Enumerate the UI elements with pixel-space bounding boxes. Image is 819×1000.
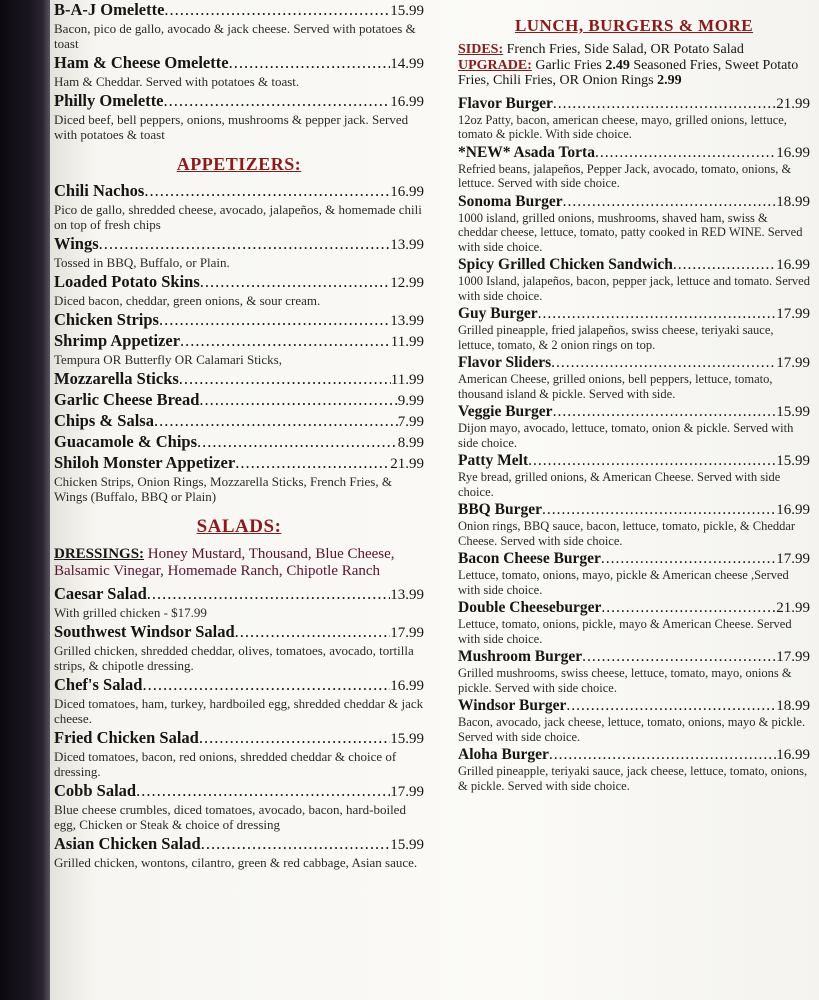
appetizers-heading: APPETIZERS: [176, 154, 302, 174]
dot-leader [180, 331, 391, 350]
menu-item-row [54, 584, 424, 605]
menu-item-row [54, 411, 424, 432]
dot-leader [99, 234, 391, 253]
menu-item-description: Onion rings, BBQ sauce, bacon, lettuce, tomato, pickle, & Cheddar Cheese. Served with side choice. [458, 519, 796, 548]
upgrade-price-garlic: 2.49 [605, 57, 630, 73]
dot-leader [144, 181, 390, 200]
menu-item [458, 305, 810, 352]
salads-list [54, 584, 424, 870]
sides-note [458, 42, 810, 89]
menu-item [54, 0, 424, 51]
menu-item-description: Pico de gallo, shredded cheese, avocado, jalapeños, & homemade chili on top of fresh chips [54, 202, 422, 232]
menu-item [54, 310, 424, 331]
menu-item-price: 14.99 [390, 56, 424, 72]
menu-item-price: 15.99 [390, 731, 424, 747]
menu-item-price: 16.99 [390, 184, 424, 200]
menu-item-name: Wings [54, 234, 99, 253]
menu-item-row [54, 622, 424, 643]
menu-item-row [54, 369, 424, 390]
menu-item [54, 234, 424, 270]
menu-item-row [458, 648, 810, 666]
menu-binder-edge [0, 0, 50, 1000]
menu-item [54, 272, 424, 308]
menu-item-description: Tempura OR Butterfly OR Calamari Sticks, [54, 352, 282, 367]
menu-item-price: 17.99 [776, 551, 810, 567]
dressings-text: Honey Mustard, Thousand, Blue Cheese, Balsamic Vinegar, Homemade Ranch, Chipotle Ranch [54, 546, 395, 579]
menu-item-row [54, 91, 424, 112]
menu-item-name: B-A-J Omelette [54, 0, 165, 19]
menu-item-price: 13.99 [390, 313, 424, 329]
menu-item-price: 16.99 [776, 502, 810, 518]
menu-item [458, 403, 810, 450]
menu-item-price: 15.99 [390, 3, 424, 19]
menu-item-price: 15.99 [776, 404, 810, 420]
upgrade-text: Garlic Fries [531, 57, 606, 73]
menu-item [458, 697, 810, 744]
dot-leader [154, 411, 398, 430]
menu-item-price: 17.99 [390, 784, 424, 800]
dot-leader [201, 834, 391, 853]
menu-item-name: Garlic Cheese Bread [54, 390, 200, 409]
menu-item-row [458, 256, 810, 274]
menu-item [54, 675, 424, 726]
menu-item-name: Philly Omelette [54, 91, 164, 110]
menu-item-price: 16.99 [776, 144, 810, 161]
menu-item-description: With grilled chicken - $17.99 [54, 605, 207, 620]
menu-item-price: 18.99 [776, 698, 810, 714]
dot-leader [142, 675, 390, 694]
menu-item-row [54, 181, 424, 202]
dot-leader [199, 390, 397, 409]
menu-item-row [54, 0, 424, 21]
omelette-list [54, 0, 424, 142]
menu-item-price: 12.99 [390, 275, 424, 291]
menu-item-row [458, 354, 810, 372]
menu-item-row [54, 234, 424, 255]
menu-item-price: 16.99 [390, 678, 424, 694]
menu-item-name: Guacamole & Chips [54, 432, 198, 451]
menu-item [458, 256, 810, 303]
menu-item-description: American Cheese, grilled onions, bell peppers, lettuce, tomato, thousand island & pickle. Served with side. [458, 372, 773, 401]
menu-item-price: 17.99 [776, 649, 810, 665]
menu-item-price: 18.99 [776, 193, 810, 210]
burgers-list [458, 95, 810, 794]
menu-item-description: Lettuce, tomato, onions, mayo, pickle & American cheese ,Served with side choice. [458, 568, 789, 597]
menu-item-row [458, 193, 810, 211]
menu-item-name: Patty Melt [458, 452, 529, 469]
menu-item-description: Bacon, avocado, jack cheese, lettuce, tomato, onions, mayo & pickle. Served with side choice. [458, 715, 806, 744]
menu-item-price: 15.99 [390, 837, 424, 853]
menu-item-row [54, 331, 424, 352]
menu-item-name: BBQ Burger [458, 501, 542, 518]
menu-item-description: Rye bread, grilled onions, & American Cheese. Served with side choice. [458, 470, 781, 499]
lunch-heading: LUNCH, BURGERS & MORE [514, 16, 754, 35]
dot-leader [159, 310, 390, 329]
upgrade-text-2: Seasoned Fries, Sweet Potato Fries, Chili Fries, OR Onion Rings [458, 57, 799, 88]
menu-item [458, 550, 810, 597]
menu-item-description: Diced bacon, cheddar, green onions, & sour cream. [54, 293, 321, 308]
dot-leader [549, 746, 776, 763]
menu-item-name: Aloha Burger [458, 746, 549, 763]
menu-item [458, 354, 810, 401]
dot-leader [179, 369, 391, 388]
menu-item-row [54, 310, 424, 331]
menu-item-name: Guy Burger [458, 305, 538, 322]
menu-item-row [54, 432, 424, 453]
dot-leader [582, 648, 776, 665]
menu-item [54, 432, 424, 453]
menu-item-price: 21.99 [390, 456, 424, 472]
menu-item-name: Bacon Cheese Burger [458, 550, 601, 567]
menu-item-description: Grilled pineapple, teriyaki sauce, jack cheese, lettuce, tomato, onions, & pickle. Served with side choice. [458, 764, 808, 793]
menu-item-name: Chili Nachos [54, 181, 145, 200]
menu-item [54, 584, 424, 620]
dot-leader [563, 193, 777, 210]
menu-item-price: 11.99 [390, 372, 424, 388]
menu-item-description: Chicken Strips, Onion Rings, Mozzarella Sticks, French Fries, & Wings (Buffalo, BBQ or Plain) [54, 474, 392, 504]
appetizers-list [54, 181, 424, 504]
menu-item-name: Mozzarella Sticks [54, 369, 179, 388]
menu-item-row [458, 144, 810, 162]
dot-leader [235, 622, 391, 641]
menu-item-name: Veggie Burger [458, 403, 553, 420]
menu-item [458, 144, 810, 191]
menu-item-description: Ham & Cheddar. Served with potatoes & toast. [54, 74, 300, 89]
menu-item-price: 17.99 [776, 355, 810, 371]
menu-item-name: Chicken Strips [54, 310, 159, 329]
menu-item-price: 13.99 [390, 587, 424, 603]
menu-item-description: 1000 Island, jalapeños, bacon, pepper jack, lettuce and tomato. Served with side choice. [458, 274, 810, 303]
menu-item-description: Lettuce, tomato, onions, pickle, mayo & American Cheese. Served with side choice. [458, 617, 792, 646]
menu-item-name: *NEW* Asada Torta [458, 143, 595, 161]
dot-leader [601, 550, 776, 567]
menu-item-description: Refried beans, jalapeños, Pepper Jack, avocado, tomato, onions, & lettuce. Served with side choice. [458, 161, 792, 190]
menu-item-row [458, 746, 810, 764]
menu-item-description: Bacon, pico de gallo, avocado & jack cheese. Served with potatoes & toast [54, 21, 416, 51]
upgrade-label: UPGRADE: [458, 57, 532, 73]
menu-item-description: Diced tomatoes, ham, turkey, hardboiled egg, shredded cheddar & jack cheese. [54, 696, 424, 726]
menu-item-row [458, 599, 810, 617]
dot-leader [229, 53, 391, 72]
menu-item-row [54, 781, 424, 802]
sides-label: SIDES: [458, 42, 504, 57]
left-column [54, 0, 424, 872]
menu-item-row [458, 305, 810, 323]
menu-item-row [54, 675, 424, 696]
dot-leader [147, 584, 391, 603]
menu-item-row [54, 272, 424, 293]
dot-leader [164, 91, 391, 110]
menu-item [458, 501, 810, 548]
right-column [458, 10, 810, 795]
menu-item-name: Southwest Windsor Salad [54, 622, 235, 641]
menu-item [54, 781, 424, 832]
dot-leader [551, 354, 776, 371]
menu-item [458, 746, 810, 793]
dot-leader [553, 95, 776, 112]
menu-item [458, 95, 810, 142]
menu-item [458, 599, 810, 646]
menu-item-name: Shrimp Appetizer [54, 331, 181, 350]
menu-item-description: Diced beef, bell peppers, onions, mushrooms & pepper jack. Served with potatoes & toast [54, 112, 409, 142]
menu-item-name: Double Cheeseburger [458, 599, 602, 616]
menu-item [54, 331, 424, 367]
menu-item-description: Blue cheese crumbles, diced tomatoes, avocado, bacon, hard-boiled egg, Chicken or Steak & choice of dressing [54, 802, 406, 832]
menu-item-name: Ham & Cheese Omelette [54, 53, 229, 72]
dressings-note [54, 546, 424, 580]
menu-item-price: 16.99 [776, 257, 810, 273]
menu-item-name: Sonoma Burger [458, 192, 563, 210]
menu-item-description: Dijon mayo, avocado, lettuce, tomato, onion & pickle. Served with side choice. [458, 421, 794, 450]
menu-item [54, 728, 424, 779]
dot-leader [538, 305, 777, 322]
menu-item [54, 181, 424, 232]
dot-leader [601, 599, 776, 616]
salads-heading: SALADS: [196, 516, 282, 537]
menu-item-description: 12oz Patty, bacon, american cheese, mayo, grilled onions, lettuce, tomato & pickle. With side choice. [458, 112, 787, 141]
menu-item-description: Grilled chicken, shredded cheddar, olives, tomatoes, avocado, tortilla strips, & chipotle dressing. [54, 643, 414, 673]
menu-item-row [54, 728, 424, 749]
menu-item-name: Asian Chicken Salad [54, 834, 201, 853]
menu-item [54, 453, 424, 504]
dot-leader [673, 256, 776, 273]
menu-item-row [458, 95, 810, 113]
menu-item [54, 411, 424, 432]
menu-item-name: Shiloh Monster Appetizer [54, 453, 236, 472]
menu-item [458, 648, 810, 695]
sides-text: French Fries, Side Salad, OR Potato Salad [503, 42, 744, 57]
dot-leader [197, 432, 398, 451]
menu-item-price: 11.99 [390, 334, 424, 350]
menu-item-row [458, 550, 810, 568]
menu-item-description: Grilled chicken, wontons, cilantro, green & red cabbage, Asian sauce. [54, 855, 418, 870]
menu-item-name: Chef's Salad [54, 675, 143, 694]
menu-item-name: Windsor Burger [458, 697, 567, 714]
dressings-label: DRESSINGS: [54, 546, 145, 562]
menu-item-price: 15.99 [776, 453, 810, 469]
dot-leader [595, 144, 776, 161]
menu-item-price: 17.99 [776, 306, 810, 322]
menu-item-description: Grilled pineapple, fried jalapeños, swiss cheese, teriyaki sauce, lettuce, tomato, & 2 onion rings on top. [458, 323, 774, 352]
menu-item-row [54, 53, 424, 74]
menu-item-row [458, 452, 810, 470]
menu-item-price: 21.99 [776, 95, 810, 112]
menu-item-name: Flavor Burger [458, 94, 553, 112]
dot-leader [164, 0, 390, 19]
menu-item-description: Diced tomatoes, bacon, red onions, shredded cheddar & choice of dressing. [54, 749, 397, 779]
menu-item-description: Tossed in BBQ, Buffalo, or Plain. [54, 255, 230, 270]
menu-item-price: 8.99 [397, 435, 424, 451]
menu-item-price: 21.99 [776, 600, 810, 616]
menu-item [54, 390, 424, 411]
dot-leader [528, 452, 776, 469]
menu-item-row [54, 390, 424, 411]
menu-item-row [458, 403, 810, 421]
menu-item-price: 17.99 [390, 625, 424, 641]
dot-leader [136, 781, 390, 800]
menu-item [458, 193, 810, 255]
menu-item [54, 622, 424, 673]
menu-item-price: 7.99 [397, 414, 424, 430]
menu-item [54, 369, 424, 390]
menu-item-name: Fried Chicken Salad [54, 728, 199, 747]
dot-leader [200, 272, 390, 291]
menu-item-description: Grilled mushrooms, swiss cheese, lettuce, tomato, mayo, onions & pickle. Served with side choice. [458, 666, 792, 695]
menu-item-row [54, 453, 424, 474]
menu-item-name: Caesar Salad [54, 584, 147, 603]
menu-item-name: Flavor Sliders [458, 354, 552, 371]
dot-leader [199, 728, 390, 747]
menu-item-row [54, 834, 424, 855]
menu-item [458, 452, 810, 499]
upgrade-price-other: 2.99 [657, 73, 682, 88]
menu-item-name: Cobb Salad [54, 781, 137, 800]
menu-item-row [458, 501, 810, 519]
menu-item [54, 91, 424, 142]
menu-item-price: 16.99 [776, 747, 810, 763]
menu-item-price: 13.99 [390, 237, 424, 253]
dot-leader [542, 501, 776, 518]
menu-item-description: 1000 island, grilled onions, mushrooms, shaved ham, swiss & cheddar cheese, lettuce, tomato, patty cooked in RED WINE. Served with side choice. [458, 210, 803, 254]
dot-leader [553, 403, 777, 420]
menu-item-name: Chips & Salsa [54, 411, 154, 430]
menu-item-name: Mushroom Burger [458, 648, 583, 665]
menu-item-row [458, 697, 810, 715]
menu-item [54, 53, 424, 89]
menu-item-price: 9.99 [397, 393, 424, 409]
dot-leader [235, 453, 390, 472]
menu-item-name: Spicy Grilled Chicken Sandwich [458, 256, 673, 273]
menu-item-price: 16.99 [390, 94, 424, 110]
menu-item-name: Loaded Potato Skins [54, 272, 200, 291]
menu-item [54, 834, 424, 870]
dot-leader [566, 697, 776, 714]
